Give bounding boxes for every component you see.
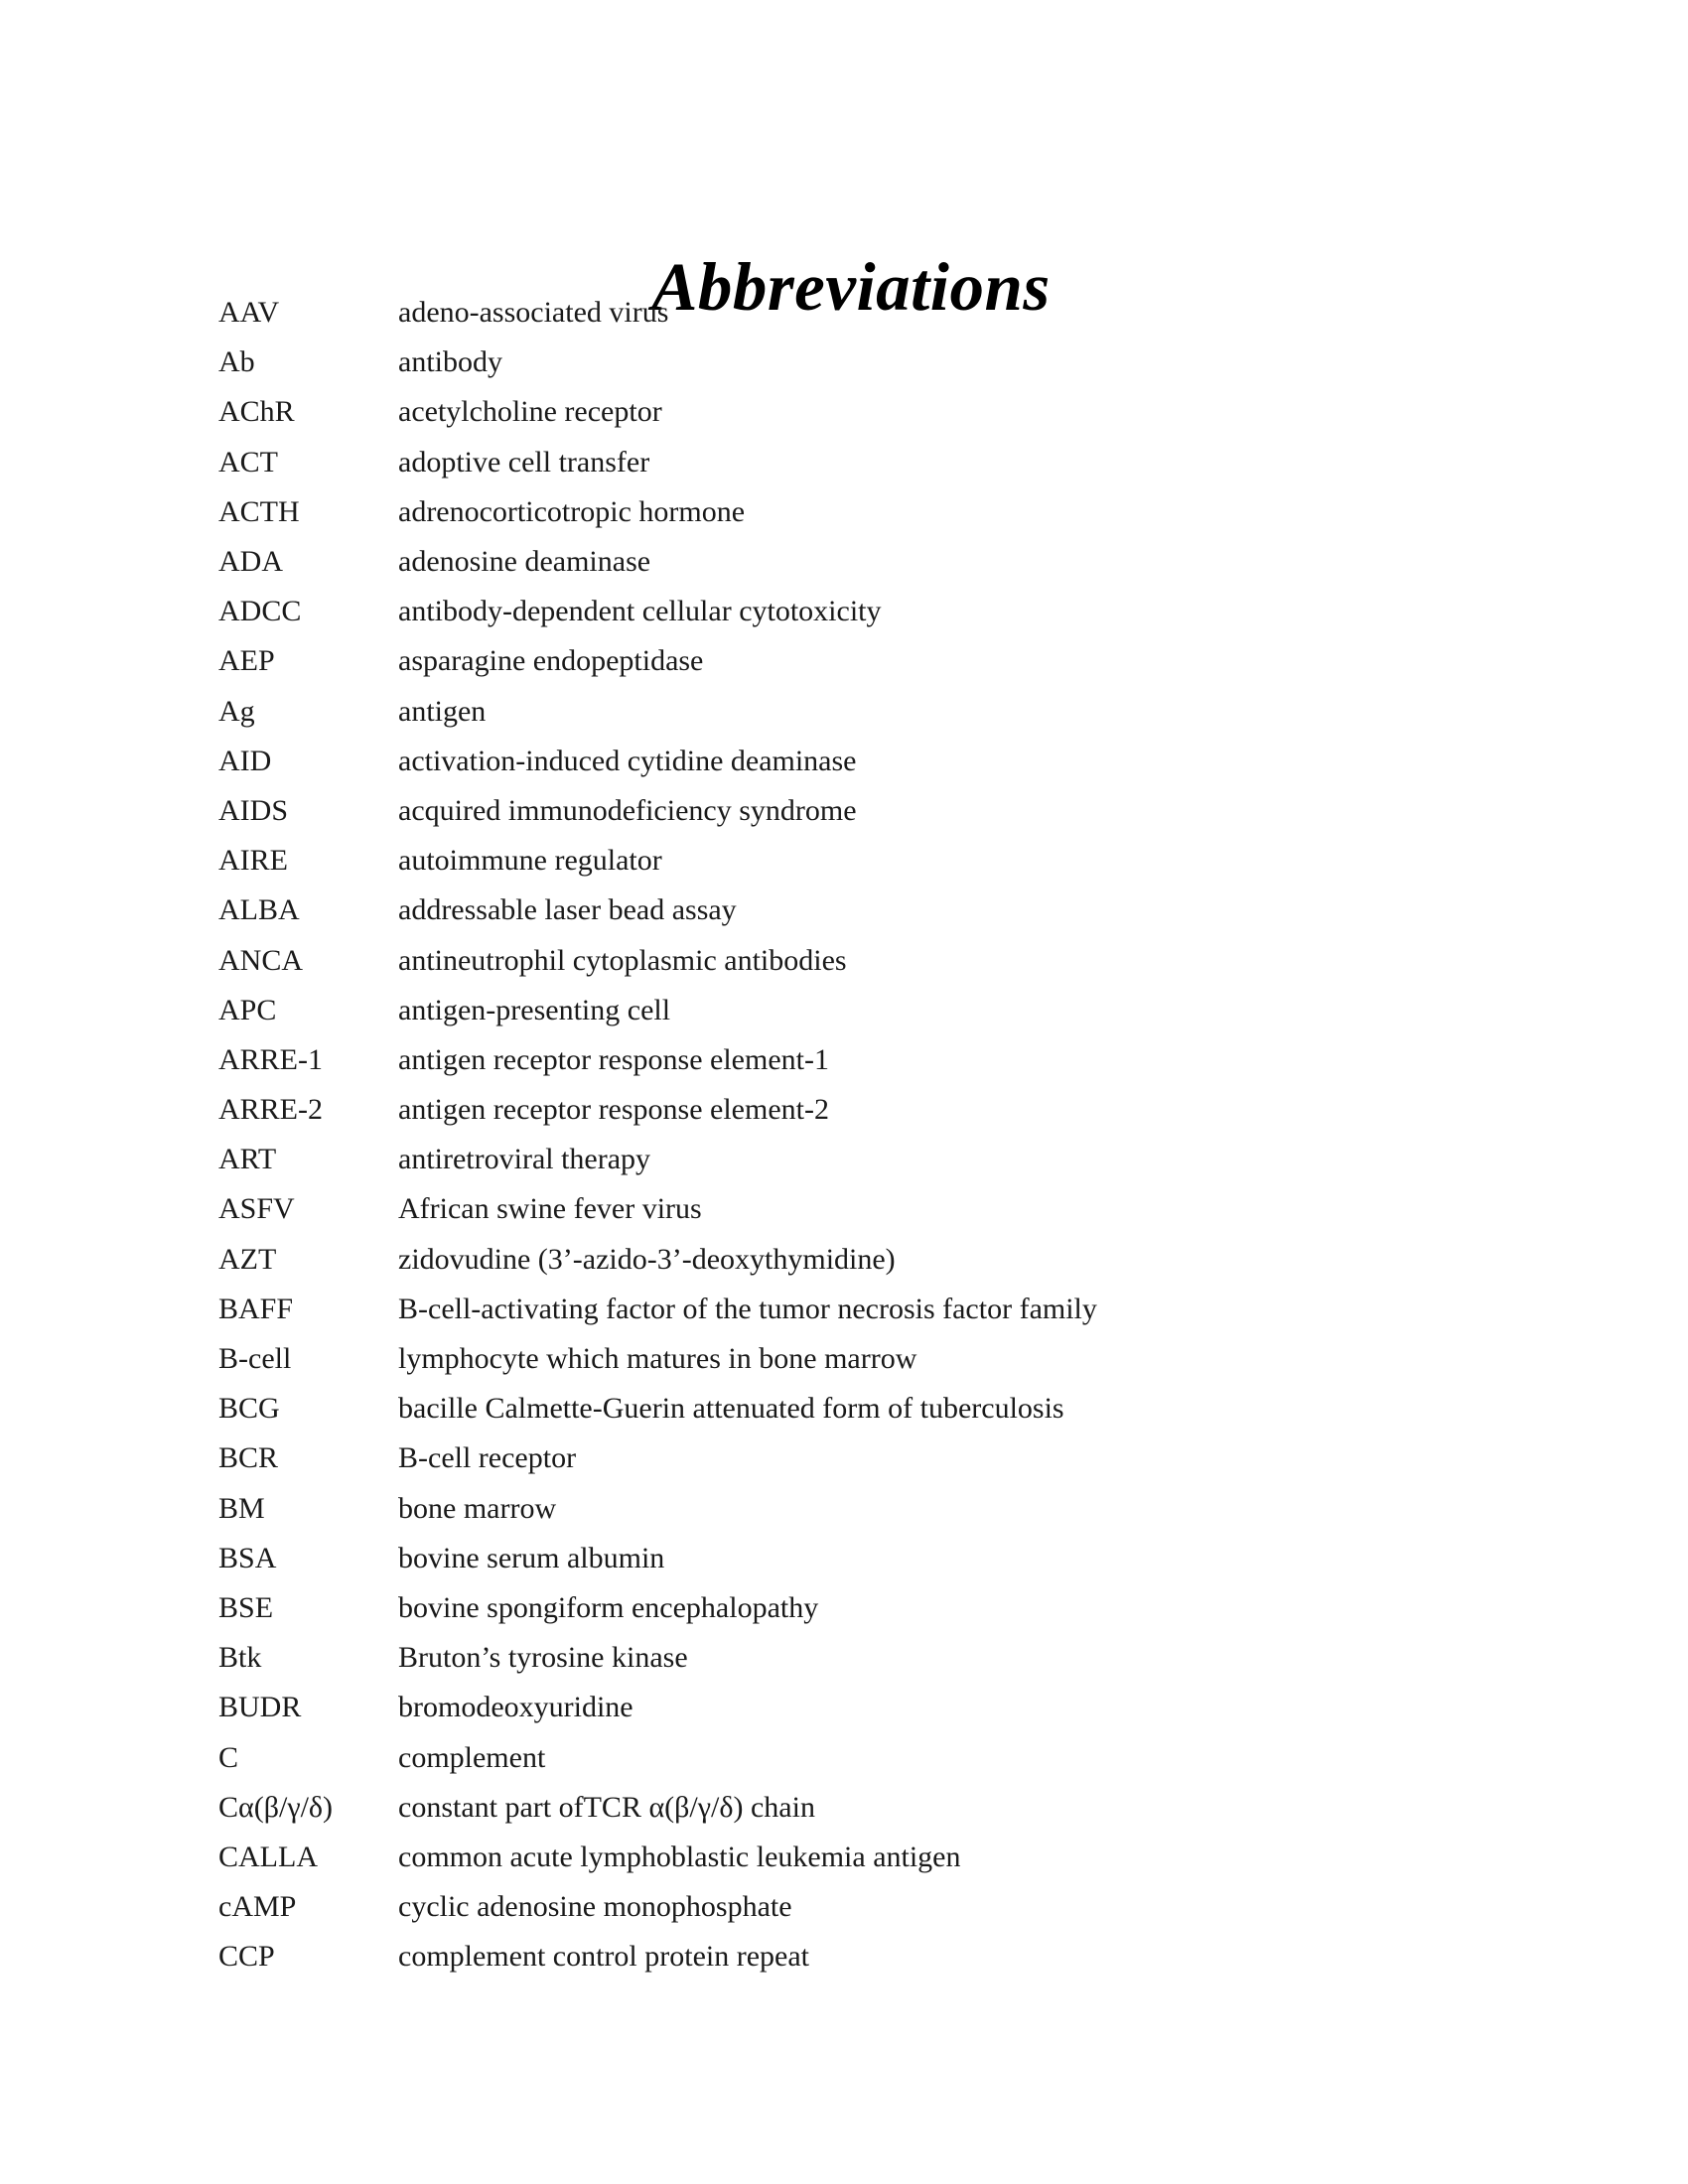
abbreviation-definition: antiretroviral therapy (398, 1143, 651, 1176)
abbreviation-row (218, 687, 1097, 737)
abbreviation-term: Ag (218, 694, 255, 728)
abbreviation-row (218, 1683, 1097, 1732)
abbreviation-definition: B-cell receptor (398, 1441, 577, 1475)
abbreviation-definition: bone marrow (398, 1491, 557, 1525)
abbreviation-term: ANCA (218, 943, 304, 977)
abbreviation-term: BUDR (218, 1691, 302, 1724)
abbreviation-row (218, 636, 1097, 686)
abbreviation-row (218, 986, 1097, 1035)
abbreviation-definition: adoptive cell transfer (398, 445, 650, 478)
abbreviation-definition: acetylcholine receptor (398, 395, 662, 429)
abbreviation-term: BM (218, 1491, 265, 1525)
abbreviation-row (218, 1334, 1097, 1384)
abbreviation-definition: antibody-dependent cellular cytotoxicity (398, 595, 882, 628)
abbreviation-definition: B-cell-activating factor of the tumor necrosis factor family (398, 1292, 1097, 1325)
abbreviation-definition: common acute lymphoblastic leukemia antigen (398, 1840, 961, 1873)
abbreviation-definition: acquired immunodeficiency syndrome (398, 793, 857, 827)
abbreviation-term: BSE (218, 1590, 274, 1624)
abbreviation-term: AEP (218, 644, 275, 678)
abbreviation-term: Ab (218, 345, 255, 379)
abbreviation-term: Cα(β/γ/δ) (218, 1790, 334, 1824)
abbreviation-row (218, 1583, 1097, 1633)
abbreviation-term: CCP (218, 1940, 275, 1974)
abbreviation-row (218, 1932, 1097, 1981)
abbreviation-definition: constant part ofTCR α(β/γ/δ) chain (398, 1790, 815, 1824)
abbreviation-row (218, 1135, 1097, 1184)
abbreviation-row (218, 1085, 1097, 1135)
page-title: Abbreviations (651, 249, 1051, 326)
abbreviation-definition: bacille Calmette-Guerin attenuated form of tuberculosis (398, 1392, 1064, 1426)
abbreviation-term: AZT (218, 1242, 277, 1276)
abbreviation-term: ACTH (218, 494, 300, 528)
abbreviation-definition: antigen receptor response element-1 (398, 1042, 829, 1076)
abbreviation-term: AIRE (218, 844, 288, 878)
abbreviation-definition: complement control protein repeat (398, 1940, 810, 1974)
abbreviation-definition: asparagine endopeptidase (398, 644, 704, 678)
abbreviation-term: CALLA (218, 1840, 318, 1873)
abbreviation-term: ASFV (218, 1192, 295, 1226)
abbreviation-row (218, 1184, 1097, 1234)
abbreviation-term: ADA (218, 545, 283, 579)
abbreviation-row (218, 737, 1097, 786)
abbreviation-row (218, 836, 1097, 886)
abbreviation-term: BSA (218, 1541, 277, 1574)
abbreviation-row (218, 1484, 1097, 1534)
abbreviation-list (218, 288, 1097, 1981)
abbreviation-row (218, 1882, 1097, 1932)
abbreviation-definition: zidovudine (3’-azido-3’-deoxythymidine) (398, 1242, 896, 1276)
abbreviation-row (218, 587, 1097, 636)
abbreviation-term: C (218, 1740, 239, 1774)
abbreviation-term: ALBA (218, 893, 300, 927)
abbreviation-definition: antigen (398, 694, 487, 728)
abbreviation-definition: autoimmune regulator (398, 844, 662, 878)
abbreviation-term: AID (218, 744, 272, 777)
abbreviation-definition: bovine spongiform encephalopathy (398, 1590, 819, 1624)
abbreviation-row (218, 1633, 1097, 1683)
abbreviation-term: AIDS (218, 793, 289, 827)
abbreviation-definition: adeno-associated virus (398, 296, 669, 330)
abbreviation-row (218, 537, 1097, 587)
abbreviation-row (218, 487, 1097, 537)
abbreviation-row (218, 1035, 1097, 1085)
abbreviation-row (218, 935, 1097, 985)
abbreviation-term: BCG (218, 1392, 280, 1426)
abbreviation-definition: bromodeoxyuridine (398, 1691, 633, 1724)
abbreviation-term: ARRE-1 (218, 1042, 323, 1076)
abbreviation-row (218, 786, 1097, 836)
abbreviation-row (218, 438, 1097, 487)
abbreviation-row (218, 288, 1097, 338)
abbreviation-definition: cyclic adenosine monophosphate (398, 1890, 792, 1924)
abbreviation-row (218, 1534, 1097, 1583)
abbreviation-row (218, 338, 1097, 387)
abbreviation-definition: African swine fever virus (398, 1192, 702, 1226)
abbreviation-term: BCR (218, 1441, 279, 1475)
abbreviation-row (218, 1783, 1097, 1833)
abbreviation-definition: activation-induced cytidine deaminase (398, 744, 857, 777)
abbreviation-row (218, 1433, 1097, 1483)
abbreviation-definition: lymphocyte which matures in bone marrow (398, 1342, 917, 1376)
abbreviation-term: BAFF (218, 1292, 294, 1325)
abbreviation-row (218, 1235, 1097, 1285)
abbreviation-term: ADCC (218, 595, 302, 628)
abbreviation-term: AChR (218, 395, 295, 429)
abbreviation-term: Btk (218, 1641, 262, 1675)
abbreviation-row (218, 1285, 1097, 1334)
abbreviation-definition: addressable laser bead assay (398, 893, 737, 927)
abbreviation-definition: adenosine deaminase (398, 545, 651, 579)
abbreviation-definition: bovine serum albumin (398, 1541, 665, 1574)
abbreviation-definition: Bruton’s tyrosine kinase (398, 1641, 688, 1675)
abbreviation-term: B-cell (218, 1342, 292, 1376)
abbreviation-definition: antigen-presenting cell (398, 993, 671, 1026)
abbreviation-row (218, 886, 1097, 935)
abbreviation-term: ACT (218, 445, 278, 478)
abbreviation-definition: adrenocorticotropic hormone (398, 494, 746, 528)
abbreviation-row (218, 1833, 1097, 1882)
abbreviation-row (218, 1384, 1097, 1433)
abbreviation-term: AAV (218, 296, 280, 330)
abbreviation-term: APC (218, 993, 277, 1026)
abbreviation-row (218, 1732, 1097, 1782)
abbreviation-definition: complement (398, 1740, 546, 1774)
abbreviation-definition: antigen receptor response element-2 (398, 1093, 829, 1127)
abbreviation-row (218, 387, 1097, 437)
abbreviation-definition: antineutrophil cytoplasmic antibodies (398, 943, 847, 977)
abbreviation-term: ART (218, 1143, 277, 1176)
abbreviation-term: cAMP (218, 1890, 297, 1924)
abbreviation-definition: antibody (398, 345, 502, 379)
abbreviation-term: ARRE-2 (218, 1093, 323, 1127)
